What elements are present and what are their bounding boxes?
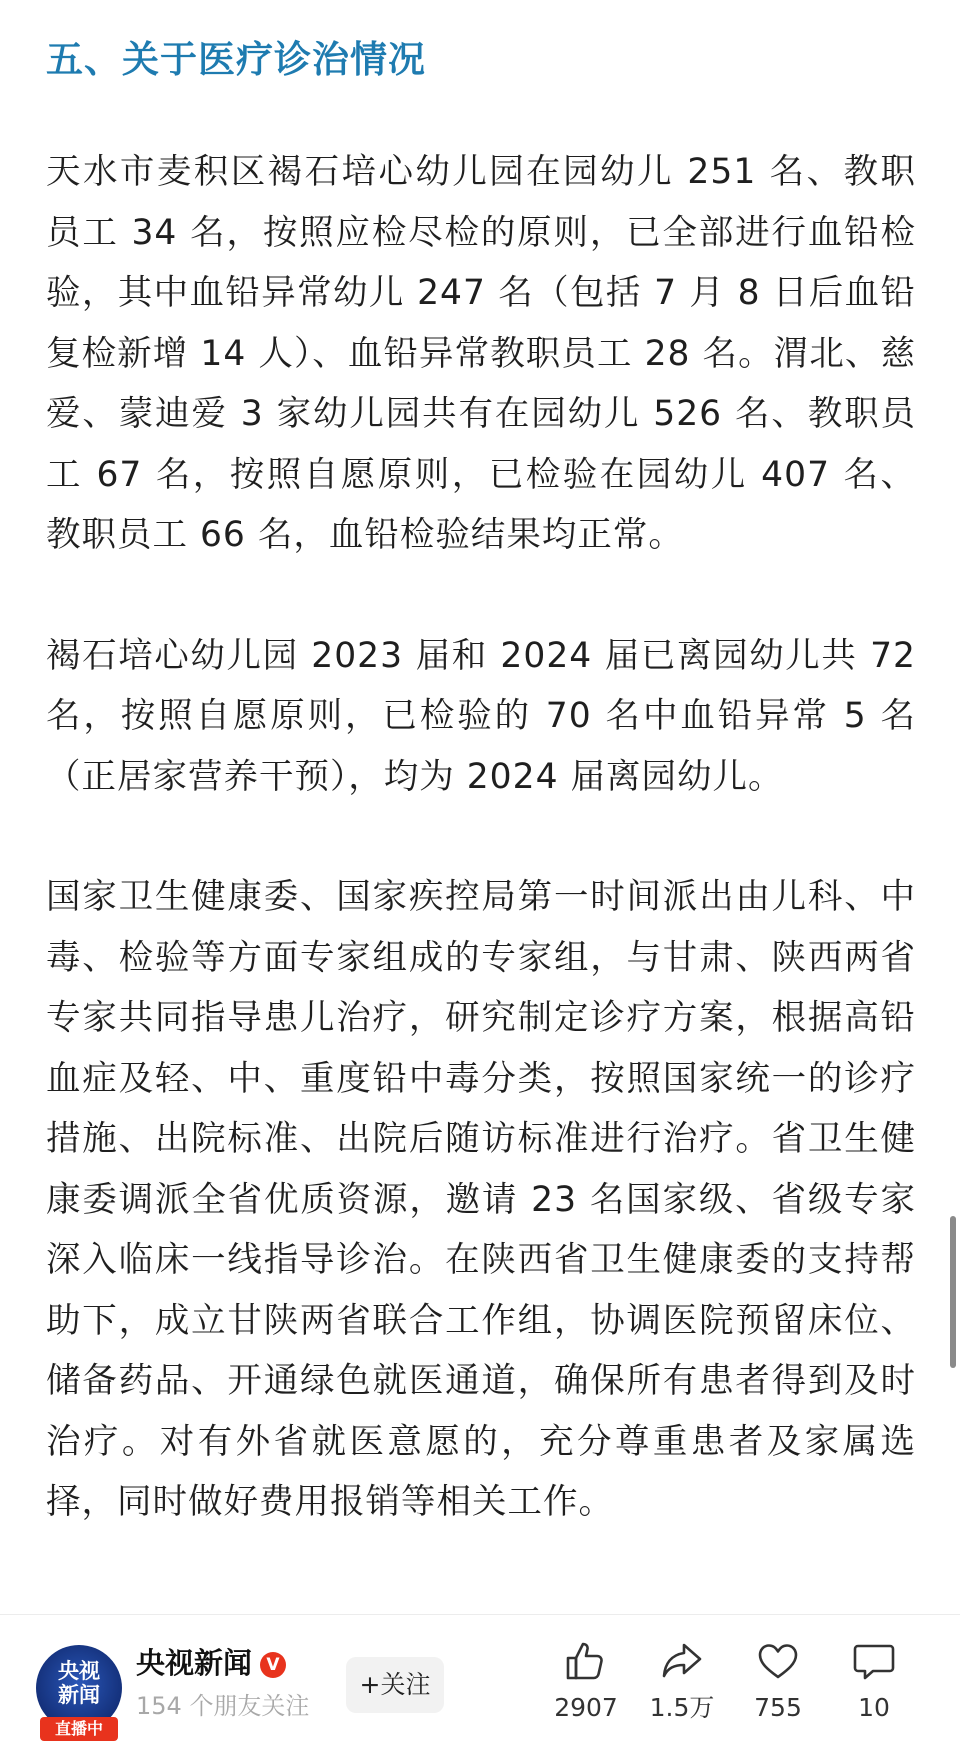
share-arrow-icon [660, 1639, 704, 1683]
verified-icon: V [260, 1652, 286, 1678]
bottom-action-bar [0, 1614, 960, 1737]
comment-count: 10 [858, 1693, 890, 1722]
like-count: 2907 [554, 1693, 618, 1722]
section-heading: 五、关于医疗诊治情况 [46, 38, 426, 81]
favorite-button[interactable] [730, 1639, 826, 1725]
live-badge[interactable]: 直播中 [40, 1717, 118, 1741]
like-button[interactable] [538, 1639, 634, 1725]
article-body [46, 30, 916, 1593]
heart-icon [756, 1639, 800, 1683]
followers-count: 154 个朋友关注 [136, 1692, 310, 1720]
scrollbar-thumb[interactable] [950, 1216, 956, 1368]
thumbs-up-icon [564, 1639, 608, 1683]
follow-button[interactable]: +关注 [346, 1657, 444, 1713]
publisher-name-row[interactable] [136, 1645, 286, 1681]
favorite-count: 755 [754, 1693, 802, 1722]
share-count: 1.5万 [649, 1693, 715, 1722]
avatar-logo: 央视 新闻 [58, 1659, 100, 1707]
paragraph-test-results: 天水市麦积区褐石培心幼儿园在园幼儿 251 名、教职员工 34 名，按照应检尽检的原则，已全部进行血铅检验，其中血铅异常幼儿 247 名（包括 7 月 8 日后血铅复检新增 14 人）、血铅异常教职员工 28 名。渭北、慈爱、蒙迪爱 3 家幼儿园共有在园幼儿 526 名、教职员工 67 名，按照自愿原则，已检验在园幼儿 407 名、教职员工 66 名，血铅检验结果均正常。 [46, 152, 916, 555]
comment-button[interactable] [826, 1639, 922, 1725]
comment-bubble-icon [852, 1639, 896, 1683]
share-button[interactable] [634, 1639, 730, 1725]
paragraph-former-pupils: 褐石培心幼儿园 2023 届和 2024 届已离园幼儿共 72 名，按照自愿原则，已检验的 70 名中血铅异常 5 名（正居家营养干预），均为 2024 届离园幼儿。 [46, 635, 916, 797]
paragraph-treatment-measures: 国家卫生健康委、国家疾控局第一时间派出由儿科、中毒、检验等方面专家组成的专家组，与甘肃、陕西两省专家共同指导患儿治疗，研究制定诊疗方案，根据高铅血症及轻、中、重度铅中毒分类，按照国家统一的诊疗措施、出院标准、出院后随访标准进行治疗。省卫生健康委调派全省优质资源，邀请 23 名国家级、省级专家深入临床一线指导诊治。在陕西省卫生健康委的支持帮助下，成立甘陕两省联合工作组，协调医院预留床位、储备药品、开通绿色就医通道，确保所有患者得到及时治疗。对有外省就医意愿的，充分尊重患者及家属选择，同时做好费用报销等相关工作。 [46, 877, 916, 1522]
publisher-name[interactable]: 央视新闻 [136, 1646, 253, 1680]
